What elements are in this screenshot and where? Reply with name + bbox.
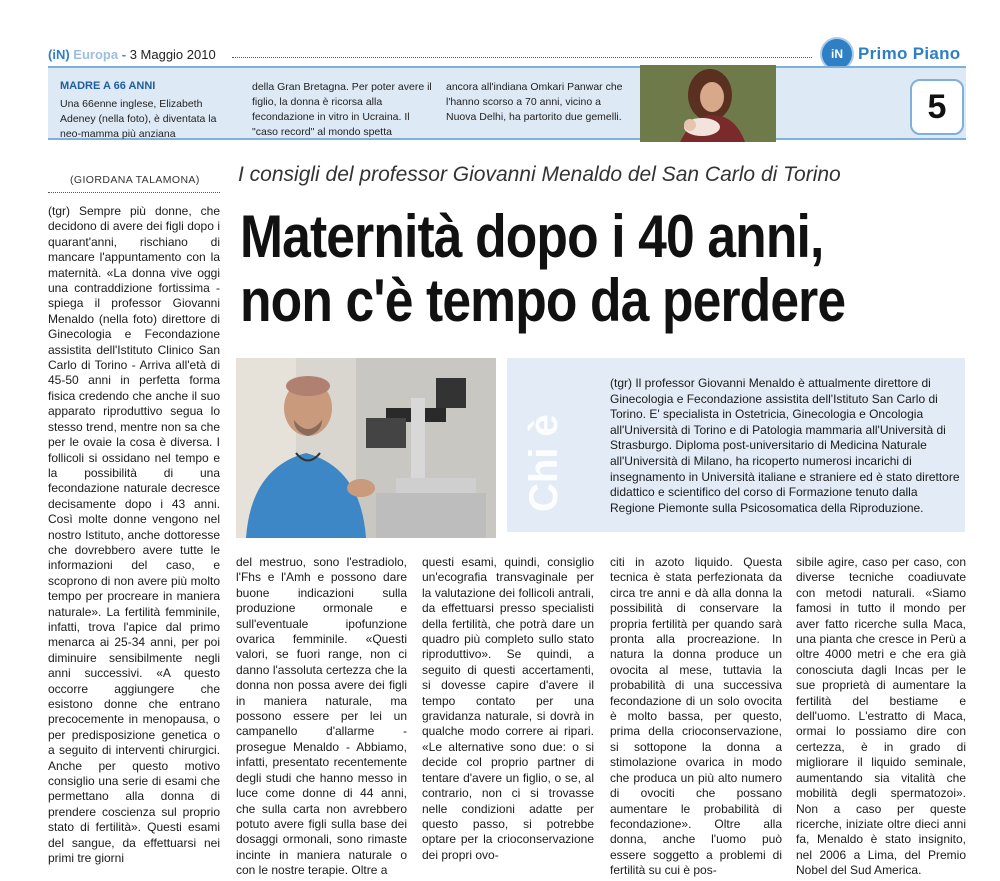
chi-e-label: Chi è: [522, 414, 566, 512]
teaser-kicker: MADRE A 66 ANNI: [60, 80, 156, 92]
teaser-top-rule: [48, 66, 966, 68]
section-title: Primo Piano: [858, 44, 961, 63]
chi-e-text: (tgr) Il professor Giovanni Menaldo è attualmente direttore di Ginecologia e Fecondazione assistita dell'Istituto San Carlo di Torino. E' specialista in Ostetricia, Ginecologia e Oncologia all'Università di Torino e di Patologia mammaria all'Università di Strasburgo. Diploma post-universitario di Medicina Naturale all'Università di Milano, ha ricoperto numerosi incarichi di insegnamento in Università italiane e straniere ed è stato direttore didattico e scientifico del corso di Formazione tenuto dalla Regione Piemonte sulla Psicosomatica della Riproduzione.: [610, 376, 960, 515]
professor-photo: [236, 358, 496, 538]
teaser-column-3: ancora all'indiana Omkari Panwar che l'hanno scorso a 70 anni, vicino a Nuova Delhi, ha partorito due gemelli.: [446, 81, 623, 123]
body-column-4: [610, 555, 782, 879]
body-column-3: [422, 555, 594, 863]
issue-date: 3 Maggio 2010: [129, 47, 216, 62]
body-text-4: citi in azoto liquido. Questa tecnica è stata perfezionata da circa tre anni e dà alla donna la possibilità di conservare la propria fertilità per quando sarà pronta alla procreazione. In natura la donna produce un ovocita al mese, tuttavia la probabilità di una successiva fecondazione di un solo ovocita è molto bassa, per questo, prima della crioconservazione, si sottopone la donna a stimolazione ovarica in modo che produca un più alto numero di ovociti che possano aumentare le probabilità di fecondazione». Oltre alla donna, anche l'uomo può essere soggetto a problemi di fertilità su cui è pos-: [610, 555, 782, 878]
header-separator: -: [121, 47, 127, 62]
body-text-5: sibile agire, caso per caso, con diverse tecniche coadiuvate con metodi naturali. «Siamo famosi in tutto il mondo per aver fatto ricerche sulla Maca, una pianta che cresce in Perù a oltre 4000 metri e che era già conosciuta dagli Incas per le sue proprietà di aumentare la fertilità del bestiame e dell'uomo. L'estratto di Maca, ormai lo possiamo dire con certezza, è in grado di migliorare il liquido seminale, aumentando sia vitalità che mobilità degli spermatozoi». Non a caso per queste ricerche, iniziate oltre dieci anni fa, Menaldo è stato insignito, nel 2006 a Lima, del Premio Nobel del Sud America.: [796, 555, 966, 878]
body-text-2: del mestruo, sono l'estradiolo, l'Fhs e l'Amh e possono dare buone indicazioni sulla produzione ormonale e sull'eventuale ipofunzione ovarica femminile. «Questi valori, se fuori range, non ci danno l'assoluta certezza che la donna non possa avere dei figli in maniera naturale, ma possono essere per lei un campanello d'allarme - prosegue Menaldo - Abbiamo, infatti, presentato recentemente degli studi che hanno messo in luce come donne di 44 anni, che sulla carta non avrebbero potuto avere figli sulla base dei dosaggi ormonali, sono rimaste incinte in maniera naturale o con le nostre terapie. Oltre a: [236, 555, 407, 878]
mother-baby-illustration: [640, 65, 776, 142]
article-kicker: I consigli del professor Giovanni Menaldo del San Carlo di Torino: [238, 163, 841, 186]
section-name: Europa: [73, 47, 119, 62]
in-circle-logo: iN: [822, 39, 852, 69]
header-dateline: [48, 47, 216, 62]
byline-divider: [48, 192, 220, 193]
body-column-1: [48, 204, 220, 866]
headline-line-2: non c'è tempo da perdere: [240, 267, 846, 334]
author-byline: (GIORDANA TALAMONA): [70, 174, 200, 186]
headline-line-1: Maternità dopo i 40 anni,: [240, 203, 824, 270]
in-logo: (iN): [48, 47, 70, 62]
page-number: 5: [910, 79, 964, 135]
body-column-2: [236, 555, 407, 879]
teaser-column-1: Una 66enne inglese, Elizabeth Adeney (nella foto), è diventata la neo-mamma più anziana: [60, 98, 217, 140]
body-column-5: [796, 555, 966, 879]
article-headline: [240, 205, 868, 333]
header-divider: [232, 57, 812, 58]
body-text-3: questi esami, quindi, consiglio un'ecografia transvaginale per la valutazione dei follicoli antrali, da effettuarsi presso specialisti della fertilità, che potrà dare un quadro più completo sullo stato riproduttivo». Se quindi, a seguito di questi accertamenti, si dovesse capire d'avere il tempo contato per una gravidanza naturale, si dovrà in qualche modo correre ai ripari. «Le alternative sono due: o si decide col proprio partner di tentare d'avere un figlio, o se, al contrario, non ci si trovasse nelle condizioni adatte per questo passo, si potrebbe optare per la crioconservazione dei propri ovo-: [422, 555, 594, 862]
teaser-photo-mother-baby: [640, 65, 776, 142]
doctor-microscope-illustration: [236, 358, 496, 538]
teaser-column-2: della Gran Bretagna. Per poter avere il figlio, la donna è ricorsa alla fecondazione in vitro in Ucraina. Il "caso record" al mondo spetta: [252, 81, 432, 138]
body-text-1: (tgr) Sempre più donne, che decidono di avere dei figli dopo i quarant'anni, rischiano di mancare l'appuntamento con la maternità. «La donna vive oggi una contraddizione fortissima - spiega il professor Giovanni Menaldo (nella foto) direttore di Ginecologia e Fecondazione assistita dell'Istituto Clinico San Carlo di Torino - Arriva all'età di 45-50 anni in perfetta forma fisica credendo che anche il suo apparato riproduttivo segua lo stesso trend, mentre non sa che per le ovaie la cosa è diversa. I follicoli si ossidano nel tempo e la possibilità di una fecondazione naturale decresce decisamente dopo i 43 anni. Così molte donne vengono nel nostro Istituto, anche dottoresse che dovrebbero avere tutte le informazioni del caso, e scoprono di non avere più molto tempo per procreare in maniera naturale». La fertilità femminile, infatti, trova l'apice dal primo menarca ai 25-34 anni, per poi diminuire sensibilmente negli anni successivi. «A questo occorre aggiungere che esistono donne che entrano precocemente in menopausa, o per predisposizione genetica o a seguito di interventi chirurgici. Anche per questo motivo consiglio una serie di esami che permettano alla donna di prendere coscienza sul proprio stato di fertilità». Questi esami del sangue, da effettuarsi nei primi tre giorni: [48, 204, 220, 866]
